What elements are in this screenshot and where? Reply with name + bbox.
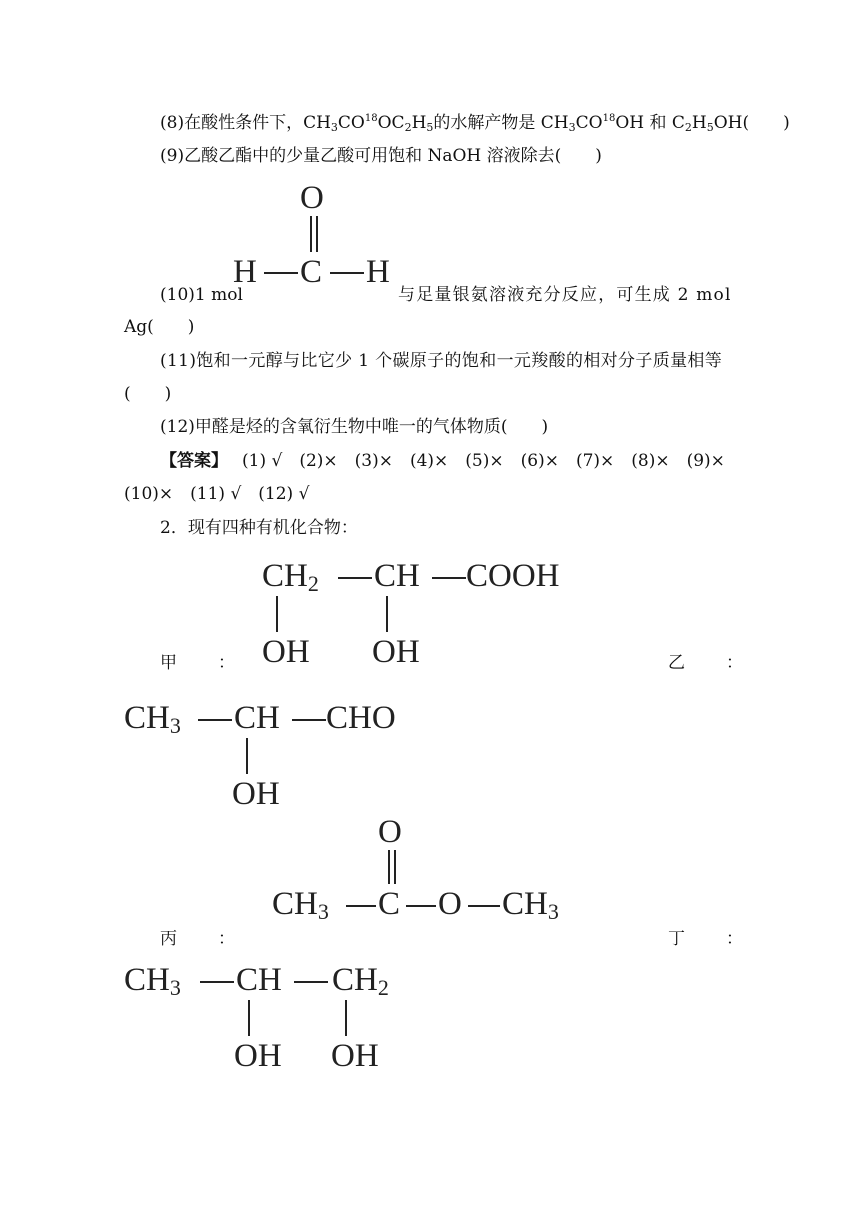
formaldehyde-c: C (300, 254, 323, 290)
yi-bond-2 (292, 719, 326, 721)
answer-line-2: (10)× (11) √ (12) √ (124, 484, 310, 504)
bing-ch3-left: $CH_3$ (272, 886, 329, 924)
question-12: (12)甲醛是烃的含氧衍生物中唯一的气体物质( ) (160, 417, 549, 437)
yi-bond-1 (198, 719, 232, 721)
formaldehyde-h-right: H (366, 254, 390, 290)
ding-bond-1 (200, 981, 234, 983)
jia-bond-2 (432, 577, 466, 579)
jia-ch2: $CH_2$ (262, 558, 319, 596)
ding-bond-v2 (345, 1000, 347, 1036)
jia-ch: CH (374, 558, 420, 594)
ding-ch2: $CH_2$ (332, 962, 389, 1000)
jia-bond-1 (338, 577, 372, 579)
question-8: (8)在酸性条件下，$CH_3CO^{18}OC_2H_5$的水解产物是 $CH_3CO^{18}OH$ 和 $C_2H_5OH$( ) (160, 113, 790, 134)
yi-oh: OH (232, 776, 280, 812)
question-9: (9)乙酸乙酯中的少量乙酸可用饱和 NaOH 溶液除去( ) (160, 146, 602, 166)
label-ding: 丁 ： (668, 929, 755, 949)
question-10-cont: Ag( ) (124, 317, 195, 337)
bing-c: C (378, 886, 401, 922)
bond-c-h-right (330, 272, 364, 274)
jia-oh-1: OH (262, 634, 310, 670)
bing-bond-2 (406, 905, 436, 907)
formaldehyde-o: O (300, 180, 324, 216)
ding-ch3: $CH_3$ (124, 962, 181, 1000)
double-bond-right (316, 216, 318, 252)
bond-h-c-left (264, 272, 298, 274)
ding-oh-2: OH (331, 1038, 379, 1074)
jia-bond-v1 (276, 596, 278, 632)
question-2-intro: 2．现有四种有机化合物： (160, 518, 358, 538)
yi-ch3: $CH_3$ (124, 700, 181, 738)
question-10-suffix: 与足量银氨溶液充分反应，可生成 2 mol (398, 285, 732, 305)
jia-cooh: COOH (466, 558, 560, 594)
bing-double-right (394, 850, 396, 884)
label-jia: 甲 ： (160, 653, 247, 673)
question-10-prefix: (10)1 mol (160, 285, 243, 305)
yi-cho: CHO (326, 700, 396, 736)
jia-bond-v2 (386, 596, 388, 632)
ding-bond-v1 (248, 1000, 250, 1036)
bing-double-left (388, 850, 390, 884)
bing-bond-1 (346, 905, 376, 907)
ding-bond-2 (294, 981, 328, 983)
question-11-line2: ( ) (124, 384, 172, 404)
ding-ch: CH (236, 962, 282, 998)
bing-ch3-right: $CH_3$ (502, 886, 559, 924)
double-bond-left (310, 216, 312, 252)
label-yi: 乙 ： (668, 653, 755, 673)
yi-bond-v (246, 738, 248, 774)
ding-oh-1: OH (234, 1038, 282, 1074)
question-11-line1: (11)饱和一元醇与比它少 1 个碳原子的饱和一元羧酸的相对分子质量相等 (160, 351, 723, 371)
formaldehyde-h-left: H (233, 254, 257, 290)
answer-values-1: (1) √ (2)× (3)× (4)× (5)× (6)× (7)× (8)× (9)× (242, 451, 725, 471)
answer-label: 【答案】 (160, 451, 228, 471)
bing-o-ester: O (438, 886, 462, 922)
bing-o-top: O (378, 814, 402, 850)
label-bing: 丙 ： (160, 929, 247, 949)
answer-line-1 (160, 450, 725, 472)
bing-bond-3 (468, 905, 500, 907)
yi-ch: CH (234, 700, 280, 736)
jia-oh-2: OH (372, 634, 420, 670)
